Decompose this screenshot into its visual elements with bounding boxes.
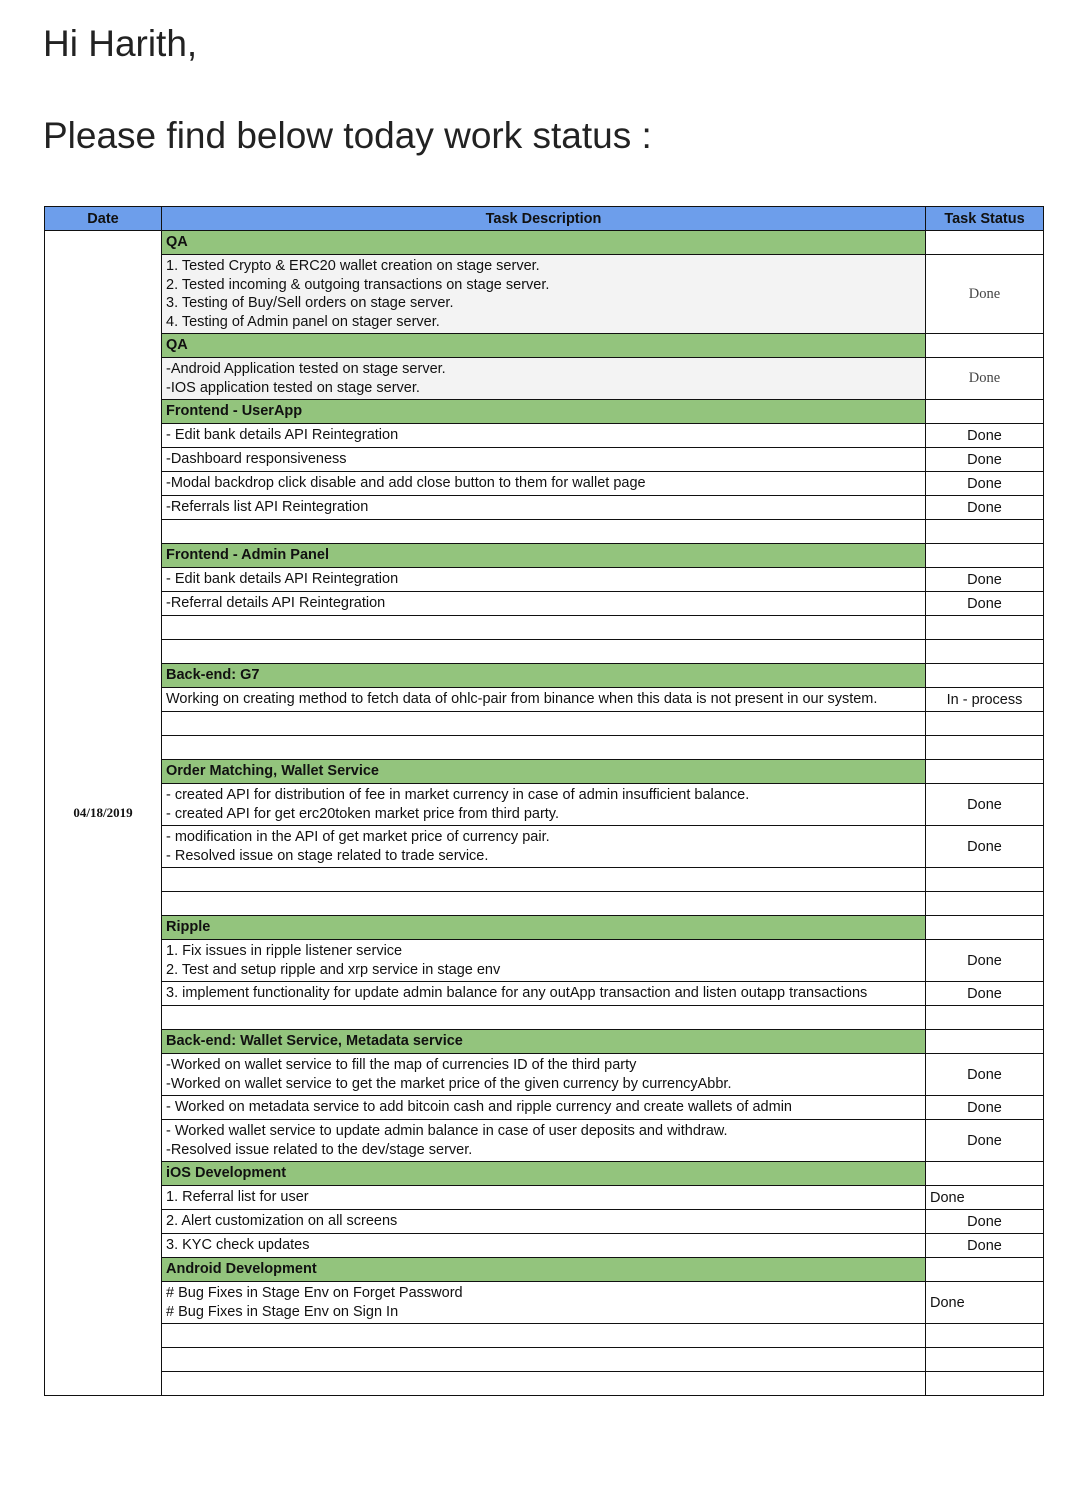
description-line: -Dashboard responsiveness <box>166 451 347 468</box>
table-row <box>45 1282 1044 1324</box>
task-status-cell: Done <box>926 1120 1044 1162</box>
table-row <box>45 826 1044 868</box>
description-line: 2. Tested incoming & outgoing transactions on stage server. <box>166 276 550 293</box>
empty-row <box>45 1348 1044 1372</box>
greeting-heading: Hi Harith, <box>43 23 198 64</box>
table-row <box>45 448 1044 472</box>
task-status-cell <box>926 712 1044 736</box>
task-status-cell <box>926 1348 1044 1372</box>
task-description-cell <box>162 712 926 736</box>
task-description-cell <box>162 1234 926 1258</box>
task-description-cell <box>162 1054 926 1096</box>
section-title <box>162 400 926 424</box>
description-line: 3. implement functionality for update admin balance for any outApp transaction and listen outapp transactions <box>166 985 868 1002</box>
task-status-cell: Done <box>926 424 1044 448</box>
empty-row <box>45 520 1044 544</box>
description-line: -Modal backdrop click disable and add close button to them for wallet page <box>166 475 646 492</box>
task-status-cell: In - process <box>926 688 1044 712</box>
task-description-cell <box>162 448 926 472</box>
section-title <box>162 760 926 784</box>
table-row <box>45 940 1044 982</box>
section-title <box>162 916 926 940</box>
empty-row <box>45 892 1044 916</box>
intro-heading: Please find below today work status : <box>43 115 652 156</box>
table-row <box>45 568 1044 592</box>
description-line: iOS Development <box>166 1165 287 1182</box>
task-description-cell <box>162 868 926 892</box>
section-row <box>45 1162 1044 1186</box>
task-status-cell: Done <box>926 1054 1044 1096</box>
task-status-cell <box>926 616 1044 640</box>
task-description-cell <box>162 1006 926 1030</box>
task-description-cell <box>162 358 926 400</box>
table-row <box>45 592 1044 616</box>
empty-row <box>45 1006 1044 1030</box>
task-status-cell <box>926 640 1044 664</box>
description-line: - modification in the API of get market price of currency pair. <box>166 829 550 845</box>
description-line: - Worked on metadata service to add bitcoin cash and ripple currency and create wallets of admin <box>166 1099 792 1116</box>
description-line: Frontend - Admin Panel <box>166 547 329 564</box>
description-line: QA <box>166 337 188 354</box>
empty-row <box>45 868 1044 892</box>
task-status-cell <box>926 544 1044 568</box>
table-row <box>45 1054 1044 1096</box>
description-line: 2. Test and setup ripple and xrp service in stage env <box>166 961 501 978</box>
empty-row <box>45 640 1044 664</box>
column-header-task-description: Task Description <box>162 207 926 231</box>
task-description-cell <box>162 616 926 640</box>
task-status-cell <box>926 520 1044 544</box>
description-line: Back-end: G7 <box>166 667 260 684</box>
description-line: Working on creating method to fetch data of ohlc-pair from binance when this data is not present in our system. <box>166 691 878 708</box>
description-line: - created API for get erc20token market price from third party. <box>166 805 560 822</box>
description-line: -Referrals list API Reintegration <box>166 499 369 516</box>
task-description-cell <box>162 1348 926 1372</box>
task-description-cell <box>162 1282 926 1324</box>
task-status-cell <box>926 1258 1044 1282</box>
table-row <box>45 255 1044 334</box>
description-line: # Bug Fixes in Stage Env on Sign In <box>166 1303 399 1320</box>
task-status-cell <box>926 1324 1044 1348</box>
date-cell: 04/18/2019 <box>45 231 162 1396</box>
task-description-cell <box>162 940 926 982</box>
section-row <box>45 1258 1044 1282</box>
section-row <box>45 760 1044 784</box>
task-description-cell <box>162 520 926 544</box>
task-description-cell <box>162 496 926 520</box>
task-description-cell <box>162 1210 926 1234</box>
task-description-cell <box>162 1186 926 1210</box>
description-line: 1. Referral list for user <box>166 1189 309 1206</box>
section-title <box>162 231 926 255</box>
section-title <box>162 1162 926 1186</box>
task-status-cell: Done <box>926 358 1044 400</box>
description-line: Order Matching, Wallet Service <box>166 763 379 780</box>
description-line: 1. Fix issues in ripple listener service <box>166 943 403 959</box>
task-status-cell <box>926 231 1044 255</box>
table-row <box>45 424 1044 448</box>
task-status-cell <box>926 334 1044 358</box>
task-description-cell <box>162 1120 926 1162</box>
task-status-cell: Done <box>926 784 1044 826</box>
task-description-cell <box>162 1096 926 1120</box>
task-status-cell: Done <box>926 1096 1044 1120</box>
task-description-cell <box>162 688 926 712</box>
table-row <box>45 784 1044 826</box>
task-description-cell <box>162 826 926 868</box>
task-status-cell: Done <box>926 1210 1044 1234</box>
description-line: -Worked on wallet service to get the market price of the given currency by currencyAbbr. <box>166 1075 732 1092</box>
table-row <box>45 358 1044 400</box>
task-status-cell: Done <box>926 568 1044 592</box>
table-row <box>45 496 1044 520</box>
task-status-cell <box>926 916 1044 940</box>
description-line: Android Development <box>166 1261 317 1278</box>
section-title <box>162 334 926 358</box>
description-line: -Resolved issue related to the dev/stage server. <box>166 1141 473 1158</box>
table-body <box>45 231 1044 1396</box>
table-row <box>45 1096 1044 1120</box>
task-status-cell: Done <box>926 982 1044 1006</box>
section-row <box>45 334 1044 358</box>
description-line: # Bug Fixes in Stage Env on Forget Password <box>166 1285 463 1301</box>
task-status-cell <box>926 1162 1044 1186</box>
task-status-cell: Done <box>926 1282 1044 1324</box>
task-status-cell <box>926 664 1044 688</box>
task-status-cell: Done <box>926 592 1044 616</box>
section-row <box>45 231 1044 255</box>
task-description-cell <box>162 592 926 616</box>
description-line: -Worked on wallet service to fill the map of currencies ID of the third party <box>166 1057 637 1073</box>
task-description-cell <box>162 736 926 760</box>
empty-row <box>45 616 1044 640</box>
section-row <box>45 664 1044 688</box>
description-line: - created API for distribution of fee in market currency in case of admin insufficient balance. <box>166 787 750 803</box>
task-description-cell <box>162 424 926 448</box>
description-line: 3. KYC check updates <box>166 1237 310 1254</box>
table-row <box>45 1120 1044 1162</box>
work-status-table <box>44 206 1044 1396</box>
task-description-cell <box>162 472 926 496</box>
section-title <box>162 1030 926 1054</box>
description-line: 3. Testing of Buy/Sell orders on stage server. <box>166 295 454 311</box>
table-header-row <box>45 207 1044 231</box>
table-row <box>45 982 1044 1006</box>
section-row <box>45 1030 1044 1054</box>
empty-row <box>45 1372 1044 1396</box>
description-line: - Edit bank details API Reintegration <box>166 571 399 588</box>
section-title <box>162 544 926 568</box>
task-status-cell <box>926 868 1044 892</box>
task-status-cell <box>926 736 1044 760</box>
table-row <box>45 688 1044 712</box>
description-line: Back-end: Wallet Service, Metadata service <box>166 1033 463 1050</box>
task-status-cell: Done <box>926 1234 1044 1258</box>
description-line: 1. Tested Crypto & ERC20 wallet creation on stage server. <box>166 258 540 274</box>
description-line: Frontend - UserApp <box>166 403 303 420</box>
task-status-cell: Done <box>926 496 1044 520</box>
task-status-cell: Done <box>926 826 1044 868</box>
task-status-cell <box>926 892 1044 916</box>
column-header-task-status: Task Status <box>926 207 1044 231</box>
task-description-cell <box>162 892 926 916</box>
task-status-cell: Done <box>926 472 1044 496</box>
task-description-cell <box>162 1372 926 1396</box>
task-status-cell: Done <box>926 448 1044 472</box>
table-row <box>45 1210 1044 1234</box>
column-header-date: Date <box>45 207 162 231</box>
empty-row <box>45 1324 1044 1348</box>
description-line: -IOS application tested on stage server. <box>166 379 420 396</box>
description-line: - Edit bank details API Reintegration <box>166 427 399 444</box>
section-row <box>45 400 1044 424</box>
task-status-cell: Done <box>926 255 1044 334</box>
description-line: Ripple <box>166 919 211 936</box>
empty-row <box>45 736 1044 760</box>
section-row <box>45 916 1044 940</box>
table-row <box>45 1234 1044 1258</box>
task-status-cell <box>926 400 1044 424</box>
empty-row <box>45 712 1044 736</box>
description-line: - Worked wallet service to update admin balance in case of user deposits and withdraw. <box>166 1123 728 1139</box>
task-status-cell <box>926 1372 1044 1396</box>
task-status-cell <box>926 1006 1044 1030</box>
task-status-cell: Done <box>926 1186 1044 1210</box>
table-row <box>45 472 1044 496</box>
task-description-cell <box>162 1324 926 1348</box>
description-line: -Referral details API Reintegration <box>166 595 386 612</box>
table-row <box>45 1186 1044 1210</box>
task-status-cell <box>926 1030 1044 1054</box>
task-description-cell <box>162 640 926 664</box>
task-description-cell <box>162 568 926 592</box>
description-line: 4. Testing of Admin panel on stager server. <box>166 313 440 330</box>
task-description-cell <box>162 255 926 334</box>
description-line: QA <box>166 234 188 251</box>
description-line: - Resolved issue on stage related to trade service. <box>166 847 489 864</box>
task-description-cell <box>162 982 926 1006</box>
description-line: -Android Application tested on stage server. <box>166 361 446 377</box>
description-line: 2. Alert customization on all screens <box>166 1213 398 1230</box>
section-row <box>45 544 1044 568</box>
task-status-cell <box>926 760 1044 784</box>
task-description-cell <box>162 784 926 826</box>
task-status-cell: Done <box>926 940 1044 982</box>
section-title <box>162 664 926 688</box>
section-title <box>162 1258 926 1282</box>
